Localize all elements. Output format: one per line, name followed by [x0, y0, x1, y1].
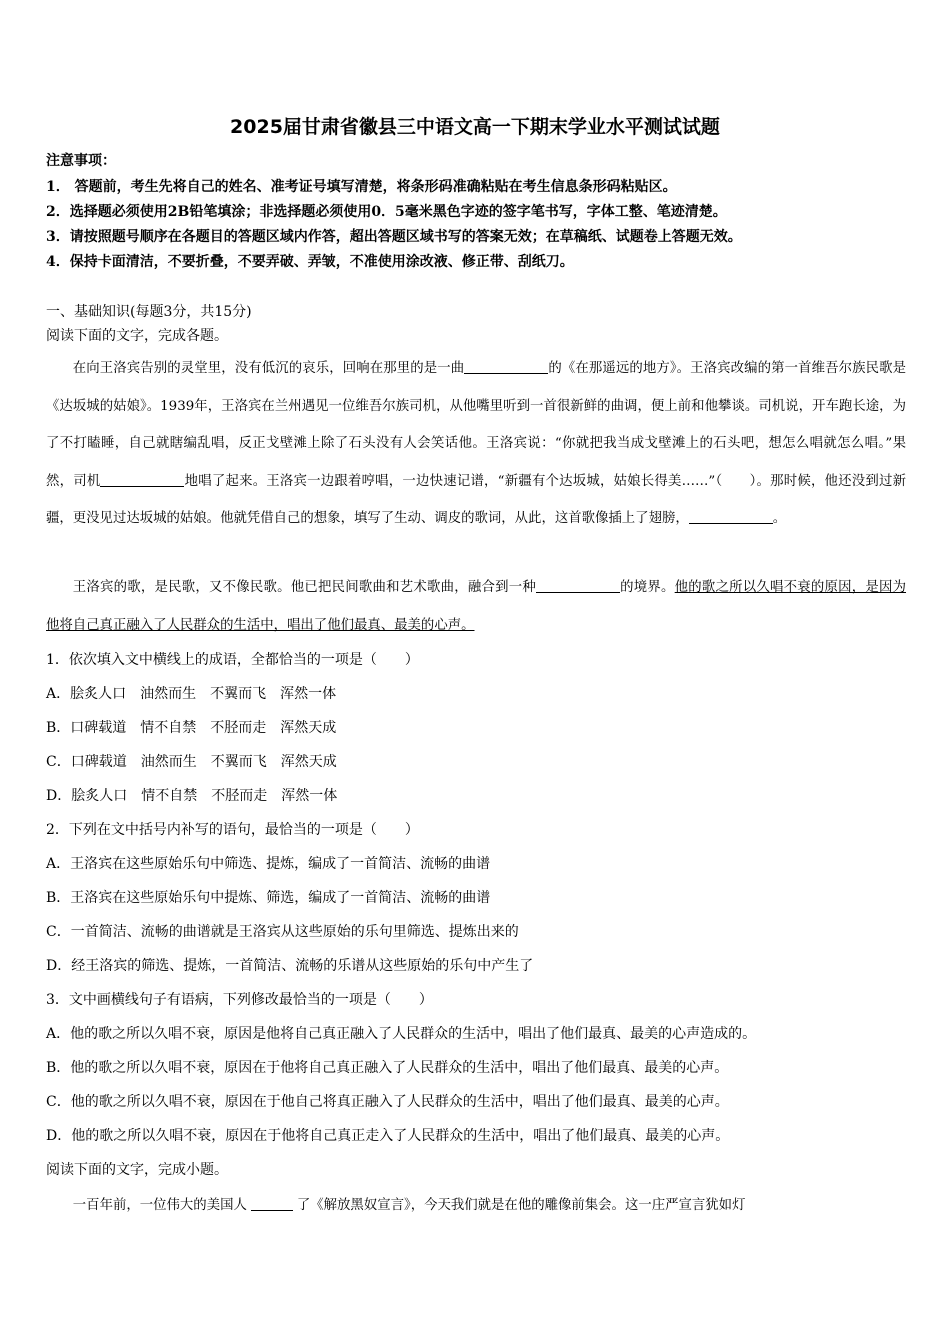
option-item: C．他的歌之所以久唱不衰，原因在于他自己将真正融入了人民群众的生活中，唱出了他们最真、最美的心声。: [46, 1094, 729, 1110]
section-heading: 一、基础知识(每题3分，共15分): [46, 304, 252, 320]
passage-text: 在向王洛宾告别的灵堂里，没有低沉的哀乐，回响在那里的是一曲: [72, 361, 465, 376]
passage-paragraph-2: [46, 569, 906, 644]
option-item: B．他的歌之所以久唱不衰，原因在于他将自己真正融入了人民群众的生活中，唱出了他们最真、最美的心声。: [46, 1060, 729, 1076]
question-stem: 3．文中画横线句子有语病，下列修改最恰当的一项是（ ）: [46, 992, 433, 1008]
option-item: A．王洛宾在这些原始乐句中筛选、提炼，编成了一首简洁、流畅的曲谱: [46, 856, 491, 872]
notice-item: 3．请按照题号顺序在各题目的答题区域内作答，超出答题区域书写的答案无效；在草稿纸、试题卷上答题无效。: [46, 229, 742, 245]
fill-blank: [251, 1196, 293, 1211]
option-item: C．一首简洁、流畅的曲谱就是王洛宾从这些原始的乐句里筛选、提炼出来的: [46, 924, 519, 940]
reading-instruction: 阅读下面的文字，完成小题。: [46, 1162, 228, 1178]
fill-blank: [464, 359, 548, 374]
underlined-sentence: 他的歌之所以久唱不衰的原因，是因为他将自己真正融入了人民群众的生活中，唱出了他们最真、最美的心声。: [46, 580, 907, 633]
passage-text: 。: [772, 511, 787, 527]
fill-blank: [100, 472, 184, 487]
passage-text: 地唱了起来。王洛宾一边跟着哼唱，一边快速记谱，“新疆有个达坂城，姑娘长得美……”（ ）。那时候，他还没到过新疆，更没见过达坂城的姑娘。他就凭借自己的想象，填写了生动、调皮的歌词，从此，这首歌像插上了翅膀，: [46, 473, 906, 527]
fill-blank: [536, 578, 620, 593]
passage-text: 王洛宾的歌，是民歌，又不像民歌。他已把民间歌曲和艺术歌曲，融合到一种: [72, 580, 536, 595]
notice-item: 4．保持卡面清洁，不要折叠，不要弄破、弄皱，不准使用涂改液、修正带、刮纸刀。: [46, 254, 574, 270]
option-item: A．他的歌之所以久唱不衰，原因是他将自己真正融入了人民群众的生活中，唱出了他们最真、最美的心声造成的。: [46, 1026, 757, 1042]
option-item: A．脍炙人口 油然而生 不翼而飞 浑然一体: [46, 686, 337, 702]
passage-paragraph-3: [46, 1196, 906, 1216]
passage-paragraph-1: [46, 350, 906, 538]
fill-blank: [689, 509, 773, 524]
page-title: 2025届甘肃省徽县三中语文高一下期末学业水平测试试题: [230, 116, 720, 138]
reading-instruction: 阅读下面的文字，完成各题。: [46, 328, 228, 344]
passage-text: 一百年前，一位伟大的美国人: [72, 1198, 247, 1213]
question-stem: 1．依次填入文中横线上的成语，全都恰当的一项是（ ）: [46, 652, 419, 668]
option-item: D．他的歌之所以久唱不衰，原因在于他将自己真正走入了人民群众的生活中，唱出了他们最真、最美的心声。: [46, 1128, 730, 1144]
passage-text: 的境界。: [619, 580, 675, 595]
passage-text: 的《在那遥远的地方》。王洛宾改编的第一首维吾尔族民歌是《达坂城的姑娘》。1939年，王洛宾在兰州遇见一位维吾尔族司机，从他嘴里听到一首很新鲜的曲调，便上前和他攀谈。司机说，开车跑长途，为了不打瞌睡，自己就瞎编乱唱，反正戈壁滩上除了石头没有人会笑话他。王洛宾说：“你就把我当成戈壁滩上的石头吧，想怎么唱就怎么唱。”果然，司机: [46, 361, 906, 489]
question-stem: 2．下列在文中括号内补写的语句，最恰当的一项是（ ）: [46, 822, 419, 838]
option-item: D．脍炙人口 情不自禁 不胫而走 浑然一体: [46, 788, 338, 804]
option-item: D．经王洛宾的筛选、提炼，一首简洁、流畅的乐谱从这些原始的乐句中产生了: [46, 958, 534, 974]
notice-item: 1． 答题前，考生先将自己的姓名、准考证号填写清楚，将条形码准确粘贴在考生信息条形码粘贴区。: [46, 179, 677, 195]
option-item: C．口碑载道 油然而生 不翼而飞 浑然天成: [46, 754, 337, 770]
option-item: B．王洛宾在这些原始乐句中提炼、筛选，编成了一首简洁、流畅的曲谱: [46, 890, 491, 906]
option-item: B．口碑载道 情不自禁 不胫而走 浑然天成: [46, 720, 337, 736]
passage-text: 了《解放黑奴宣言》，今天我们就是在他的雕像前集会。这一庄严宣言犹如灯: [296, 1198, 746, 1213]
notice-heading: 注意事项：: [46, 153, 116, 169]
notice-item: 2．选择题必须使用2B铅笔填涂；非选择题必须使用0．5毫米黑色字迹的签字笔书写，字体工整、笔迹清楚。: [46, 204, 727, 220]
